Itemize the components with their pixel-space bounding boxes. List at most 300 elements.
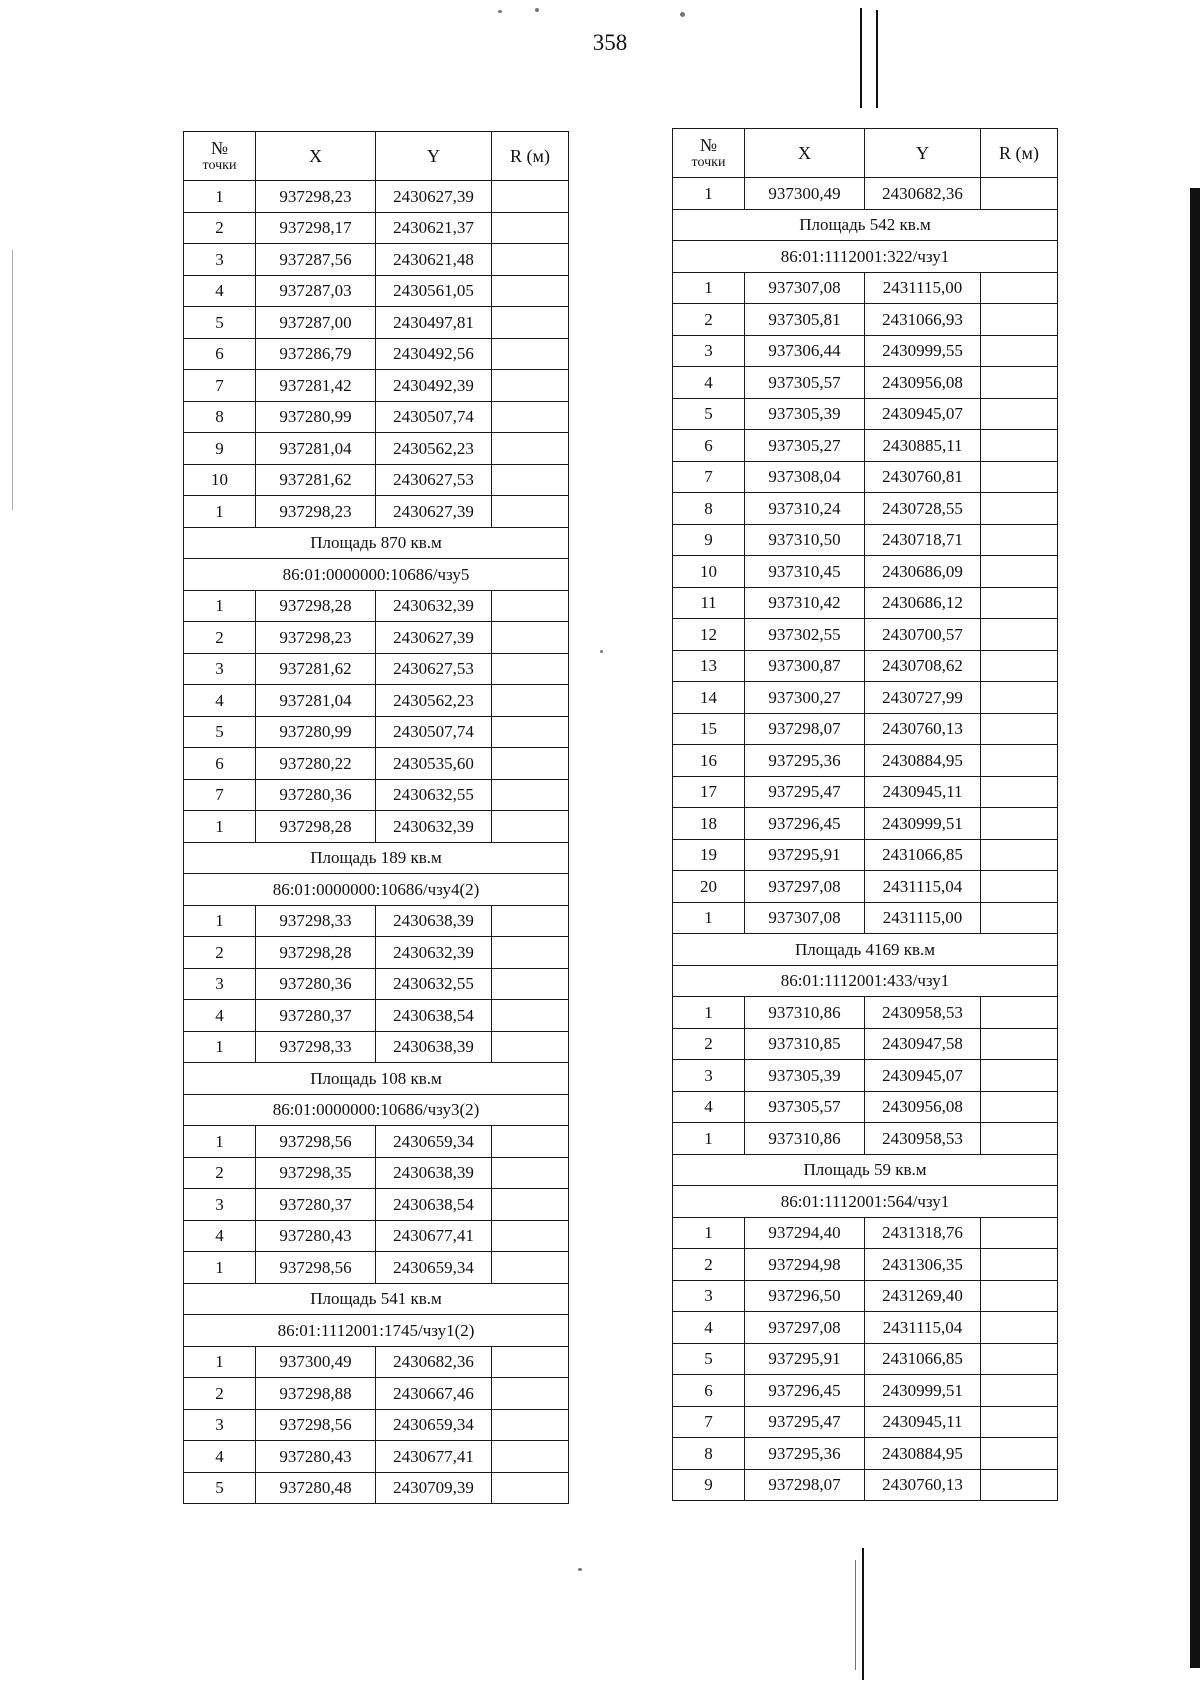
table-row: [184, 748, 569, 780]
x-coordinate-cell: 937310,24: [745, 493, 865, 525]
y-coordinate-cell: 2430677,41: [376, 1220, 492, 1252]
x-coordinate-cell: 937281,04: [256, 433, 376, 465]
radius-cell: [981, 335, 1058, 367]
section-caption: Площадь 541 кв.м: [184, 1283, 569, 1315]
point-number-cell: 1: [673, 1217, 745, 1249]
y-coordinate-cell: 2430492,56: [376, 338, 492, 370]
table-row: [184, 464, 569, 496]
scan-artifact-line: [862, 1548, 864, 1680]
table-row: [673, 1249, 1058, 1281]
table-row: [673, 398, 1058, 430]
radius-cell: [981, 178, 1058, 210]
x-coordinate-cell: 937287,00: [256, 307, 376, 339]
y-coordinate-cell: 2430627,39: [376, 181, 492, 213]
x-coordinate-cell: 937298,56: [256, 1252, 376, 1284]
radius-cell: [981, 1438, 1058, 1470]
point-number-cell: 4: [184, 1220, 256, 1252]
y-coordinate-cell: 2431269,40: [865, 1280, 981, 1312]
y-coordinate-cell: 2431115,04: [865, 871, 981, 903]
coordinates-table-right: [672, 128, 1058, 1501]
radius-cell: [492, 401, 569, 433]
point-number-cell: 1: [184, 496, 256, 528]
radius-cell: [492, 275, 569, 307]
radius-cell: [492, 937, 569, 969]
section-caption: Площадь 542 кв.м: [673, 209, 1058, 241]
y-coordinate-cell: 2431066,85: [865, 1343, 981, 1375]
table-row: [184, 496, 569, 528]
x-coordinate-cell: 937295,91: [745, 839, 865, 871]
radius-cell: [492, 1346, 569, 1378]
x-coordinate-cell: 937294,40: [745, 1217, 865, 1249]
point-number-cell: 1: [673, 997, 745, 1029]
table-row: [673, 619, 1058, 651]
x-coordinate-cell: 937305,57: [745, 367, 865, 399]
radius-cell: [981, 682, 1058, 714]
point-number-cell: 4: [673, 367, 745, 399]
point-number-cell: 8: [673, 1438, 745, 1470]
header-num-label: точки: [691, 155, 726, 170]
y-coordinate-cell: 2430718,71: [865, 524, 981, 556]
x-coordinate-cell: 937305,39: [745, 398, 865, 430]
x-coordinate-cell: 937305,81: [745, 304, 865, 336]
point-number-cell: 19: [673, 839, 745, 871]
y-coordinate-cell: 2431318,76: [865, 1217, 981, 1249]
y-coordinate-cell: 2430700,57: [865, 619, 981, 651]
scan-artifact-speck: [498, 10, 502, 13]
y-coordinate-cell: 2430632,39: [376, 590, 492, 622]
table-row: [184, 1378, 569, 1410]
y-coordinate-cell: 2430760,13: [865, 713, 981, 745]
x-coordinate-cell: 937300,87: [745, 650, 865, 682]
section-caption: 86:01:1112001:433/чзу1: [673, 965, 1058, 997]
y-coordinate-cell: 2430659,34: [376, 1252, 492, 1284]
radius-cell: [492, 1031, 569, 1063]
point-number-cell: 20: [673, 871, 745, 903]
table-section-row: [184, 842, 569, 874]
radius-cell: [981, 556, 1058, 588]
section-caption: Площадь 189 кв.м: [184, 842, 569, 874]
point-number-cell: 2: [673, 1028, 745, 1060]
point-number-cell: 9: [673, 524, 745, 556]
radius-cell: [981, 430, 1058, 462]
table-row: [184, 937, 569, 969]
table-section-row: [184, 527, 569, 559]
point-number-cell: 17: [673, 776, 745, 808]
y-coordinate-cell: 2431115,00: [865, 902, 981, 934]
point-number-cell: 5: [184, 307, 256, 339]
point-number-cell: 1: [184, 1252, 256, 1284]
y-coordinate-cell: 2430682,36: [865, 178, 981, 210]
y-coordinate-cell: 2431066,93: [865, 304, 981, 336]
y-coordinate-cell: 2430884,95: [865, 745, 981, 777]
y-coordinate-cell: 2430677,41: [376, 1441, 492, 1473]
y-coordinate-cell: 2430638,54: [376, 1000, 492, 1032]
section-caption: Площадь 108 кв.м: [184, 1063, 569, 1095]
radius-cell: [981, 1312, 1058, 1344]
point-number-cell: 4: [673, 1091, 745, 1123]
y-coordinate-cell: 2430945,07: [865, 398, 981, 430]
x-coordinate-cell: 937280,99: [256, 716, 376, 748]
table-row: [673, 1123, 1058, 1155]
radius-cell: [492, 748, 569, 780]
x-coordinate-cell: 937298,33: [256, 1031, 376, 1063]
y-coordinate-cell: 2430885,11: [865, 430, 981, 462]
section-caption: 86:01:1112001:322/чзу1: [673, 241, 1058, 273]
page-number: 358: [592, 30, 628, 55]
header-point-number: [184, 132, 256, 181]
table-row: [184, 401, 569, 433]
table-row: [673, 713, 1058, 745]
y-coordinate-cell: 2430728,55: [865, 493, 981, 525]
radius-cell: [981, 272, 1058, 304]
point-number-cell: 14: [673, 682, 745, 714]
table-section-row: [184, 559, 569, 591]
x-coordinate-cell: 937306,44: [745, 335, 865, 367]
scan-artifact-speck: [600, 650, 603, 653]
point-number-cell: 9: [673, 1469, 745, 1501]
radius-cell: [492, 1252, 569, 1284]
point-number-cell: 1: [184, 905, 256, 937]
y-coordinate-cell: 2430507,74: [376, 716, 492, 748]
x-coordinate-cell: 937298,88: [256, 1378, 376, 1410]
x-coordinate-cell: 937310,86: [745, 1123, 865, 1155]
x-coordinate-cell: 937298,35: [256, 1157, 376, 1189]
radius-cell: [492, 811, 569, 843]
table-row: [184, 433, 569, 465]
y-coordinate-cell: 2430627,39: [376, 496, 492, 528]
x-coordinate-cell: 937296,45: [745, 808, 865, 840]
y-coordinate-cell: 2430621,37: [376, 212, 492, 244]
header-y: Y: [376, 132, 492, 181]
point-number-cell: 1: [673, 178, 745, 210]
y-coordinate-cell: 2430682,36: [376, 1346, 492, 1378]
table-row: [184, 622, 569, 654]
table-section-row: [184, 1315, 569, 1347]
point-number-cell: 3: [184, 1189, 256, 1221]
y-coordinate-cell: 2430632,55: [376, 968, 492, 1000]
scan-artifact-line: [860, 8, 862, 108]
y-coordinate-cell: 2430621,48: [376, 244, 492, 276]
point-number-cell: 6: [184, 338, 256, 370]
x-coordinate-cell: 937298,56: [256, 1126, 376, 1158]
radius-cell: [492, 370, 569, 402]
table-row: [184, 1409, 569, 1441]
x-coordinate-cell: 937298,33: [256, 905, 376, 937]
radius-cell: [492, 1157, 569, 1189]
section-caption: 86:01:1112001:1745/чзу1(2): [184, 1315, 569, 1347]
table-row: [184, 811, 569, 843]
point-number-cell: 3: [673, 1060, 745, 1092]
radius-cell: [492, 433, 569, 465]
radius-cell: [492, 181, 569, 213]
x-coordinate-cell: 937295,47: [745, 776, 865, 808]
x-coordinate-cell: 937305,57: [745, 1091, 865, 1123]
table-row: [673, 1091, 1058, 1123]
radius-cell: [981, 997, 1058, 1029]
table-row: [673, 808, 1058, 840]
y-coordinate-cell: 2430760,13: [865, 1469, 981, 1501]
table-section-row: [184, 1063, 569, 1095]
y-coordinate-cell: 2431306,35: [865, 1249, 981, 1281]
table-row: [184, 590, 569, 622]
table-row: [673, 335, 1058, 367]
point-number-cell: 5: [184, 716, 256, 748]
point-number-cell: 7: [184, 779, 256, 811]
scan-artifact-line: [12, 250, 13, 510]
radius-cell: [492, 1126, 569, 1158]
y-coordinate-cell: 2430638,39: [376, 1157, 492, 1189]
x-coordinate-cell: 937310,85: [745, 1028, 865, 1060]
y-coordinate-cell: 2430497,81: [376, 307, 492, 339]
header-num-symbol: №: [210, 138, 229, 158]
table-row: [673, 1312, 1058, 1344]
y-coordinate-cell: 2430945,07: [865, 1060, 981, 1092]
scan-artifact-speck: [535, 8, 539, 12]
scan-artifact-speck: [680, 12, 685, 17]
radius-cell: [492, 905, 569, 937]
table-row: [184, 968, 569, 1000]
x-coordinate-cell: 937298,17: [256, 212, 376, 244]
radius-cell: [492, 622, 569, 654]
x-coordinate-cell: 937280,36: [256, 968, 376, 1000]
y-coordinate-cell: 2430632,39: [376, 937, 492, 969]
x-coordinate-cell: 937295,47: [745, 1406, 865, 1438]
point-number-cell: 4: [673, 1312, 745, 1344]
table-row: [673, 650, 1058, 682]
point-number-cell: 1: [673, 272, 745, 304]
x-coordinate-cell: 937300,27: [745, 682, 865, 714]
x-coordinate-cell: 937280,22: [256, 748, 376, 780]
x-coordinate-cell: 937308,04: [745, 461, 865, 493]
x-coordinate-cell: 937280,36: [256, 779, 376, 811]
table-row: [673, 1375, 1058, 1407]
section-caption: Площадь 59 кв.м: [673, 1154, 1058, 1186]
x-coordinate-cell: 937286,79: [256, 338, 376, 370]
point-number-cell: 3: [184, 653, 256, 685]
y-coordinate-cell: 2430760,81: [865, 461, 981, 493]
radius-cell: [492, 590, 569, 622]
table-row: [673, 871, 1058, 903]
section-caption: 86:01:0000000:10686/чзу3(2): [184, 1094, 569, 1126]
point-number-cell: 8: [673, 493, 745, 525]
radius-cell: [492, 1441, 569, 1473]
radius-cell: [492, 307, 569, 339]
y-coordinate-cell: 2431066,85: [865, 839, 981, 871]
coordinates-table-left: [183, 131, 569, 1504]
table-row: [184, 716, 569, 748]
section-caption: Площадь 4169 кв.м: [673, 934, 1058, 966]
section-caption: Площадь 870 кв.м: [184, 527, 569, 559]
radius-cell: [492, 779, 569, 811]
y-coordinate-cell: 2430667,46: [376, 1378, 492, 1410]
y-coordinate-cell: 2430958,53: [865, 997, 981, 1029]
table-row: [184, 370, 569, 402]
table-row: [673, 1469, 1058, 1501]
table-row: [184, 685, 569, 717]
table-row: [673, 997, 1058, 1029]
header-num-label: точки: [202, 158, 237, 173]
table-row: [184, 244, 569, 276]
table-row: [184, 1000, 569, 1032]
x-coordinate-cell: 937300,49: [745, 178, 865, 210]
y-coordinate-cell: 2430945,11: [865, 776, 981, 808]
y-coordinate-cell: 2430627,53: [376, 653, 492, 685]
point-number-cell: 6: [184, 748, 256, 780]
point-number-cell: 10: [673, 556, 745, 588]
x-coordinate-cell: 937281,62: [256, 653, 376, 685]
x-coordinate-cell: 937287,03: [256, 275, 376, 307]
table-row: [673, 1280, 1058, 1312]
table-section-row: [673, 241, 1058, 273]
table-row: [673, 461, 1058, 493]
point-number-cell: 5: [184, 1472, 256, 1504]
y-coordinate-cell: 2430638,39: [376, 1031, 492, 1063]
point-number-cell: 11: [673, 587, 745, 619]
x-coordinate-cell: 937297,08: [745, 871, 865, 903]
radius-cell: [492, 1409, 569, 1441]
y-coordinate-cell: 2430638,54: [376, 1189, 492, 1221]
radius-cell: [981, 1060, 1058, 1092]
header-num-symbol: №: [699, 135, 718, 155]
y-coordinate-cell: 2430884,95: [865, 1438, 981, 1470]
table-header-row: [184, 132, 569, 181]
table-row: [673, 682, 1058, 714]
header-r: R (м): [981, 129, 1058, 178]
y-coordinate-cell: 2430708,62: [865, 650, 981, 682]
x-coordinate-cell: 937295,91: [745, 1343, 865, 1375]
table-row: [673, 902, 1058, 934]
radius-cell: [981, 1343, 1058, 1375]
x-coordinate-cell: 937302,55: [745, 619, 865, 651]
table-row: [184, 1126, 569, 1158]
y-coordinate-cell: 2430561,05: [376, 275, 492, 307]
point-number-cell: 7: [673, 1406, 745, 1438]
table-header-row: [673, 129, 1058, 178]
x-coordinate-cell: 937280,48: [256, 1472, 376, 1504]
y-coordinate-cell: 2430535,60: [376, 748, 492, 780]
table-row: [673, 1438, 1058, 1470]
table-row: [184, 1252, 569, 1284]
table-section-row: [673, 934, 1058, 966]
table-row: [184, 181, 569, 213]
table-row: [673, 1060, 1058, 1092]
point-number-cell: 2: [673, 304, 745, 336]
header-x: X: [256, 132, 376, 181]
x-coordinate-cell: 937307,08: [745, 902, 865, 934]
x-coordinate-cell: 937295,36: [745, 745, 865, 777]
x-coordinate-cell: 937294,98: [745, 1249, 865, 1281]
radius-cell: [981, 619, 1058, 651]
radius-cell: [492, 464, 569, 496]
radius-cell: [492, 212, 569, 244]
point-number-cell: 1: [184, 181, 256, 213]
y-coordinate-cell: 2430999,51: [865, 1375, 981, 1407]
table-row: [673, 1406, 1058, 1438]
table-row: [184, 1441, 569, 1473]
table-row: [184, 1346, 569, 1378]
point-number-cell: 3: [184, 1409, 256, 1441]
point-number-cell: 2: [184, 622, 256, 654]
x-coordinate-cell: 937298,07: [745, 1469, 865, 1501]
y-coordinate-cell: 2430999,51: [865, 808, 981, 840]
point-number-cell: 5: [673, 1343, 745, 1375]
y-coordinate-cell: 2431115,00: [865, 272, 981, 304]
radius-cell: [981, 902, 1058, 934]
y-coordinate-cell: 2430562,23: [376, 685, 492, 717]
table-row: [673, 1028, 1058, 1060]
point-number-cell: 4: [184, 275, 256, 307]
table-row: [673, 178, 1058, 210]
scan-artifact-line: [855, 1560, 856, 1670]
radius-cell: [981, 493, 1058, 525]
scan-artifact-line: [876, 10, 878, 108]
x-coordinate-cell: 937281,04: [256, 685, 376, 717]
table-row: [184, 212, 569, 244]
table-row: [673, 304, 1058, 336]
x-coordinate-cell: 937298,07: [745, 713, 865, 745]
y-coordinate-cell: 2430492,39: [376, 370, 492, 402]
x-coordinate-cell: 937310,45: [745, 556, 865, 588]
x-coordinate-cell: 937280,37: [256, 1000, 376, 1032]
radius-cell: [492, 968, 569, 1000]
y-coordinate-cell: 2430958,53: [865, 1123, 981, 1155]
x-coordinate-cell: 937287,56: [256, 244, 376, 276]
table-row: [184, 1031, 569, 1063]
section-caption: 86:01:0000000:10686/чзу4(2): [184, 874, 569, 906]
table-row: [673, 1343, 1058, 1375]
point-number-cell: 2: [184, 937, 256, 969]
x-coordinate-cell: 937280,99: [256, 401, 376, 433]
table-row: [184, 307, 569, 339]
radius-cell: [492, 1472, 569, 1504]
point-number-cell: 9: [184, 433, 256, 465]
radius-cell: [981, 713, 1058, 745]
x-coordinate-cell: 937305,27: [745, 430, 865, 462]
radius-cell: [981, 1249, 1058, 1281]
y-coordinate-cell: 2430659,34: [376, 1126, 492, 1158]
table-row: [673, 430, 1058, 462]
y-coordinate-cell: 2430627,39: [376, 622, 492, 654]
radius-cell: [981, 1091, 1058, 1123]
y-coordinate-cell: 2430956,08: [865, 1091, 981, 1123]
x-coordinate-cell: 937280,43: [256, 1220, 376, 1252]
x-coordinate-cell: 937298,23: [256, 496, 376, 528]
table-row: [673, 272, 1058, 304]
table-section-row: [673, 1154, 1058, 1186]
point-number-cell: 1: [184, 1346, 256, 1378]
table-row: [184, 653, 569, 685]
radius-cell: [981, 1280, 1058, 1312]
x-coordinate-cell: 937298,23: [256, 622, 376, 654]
point-number-cell: 5: [673, 398, 745, 430]
x-coordinate-cell: 937297,08: [745, 1312, 865, 1344]
point-number-cell: 6: [673, 1375, 745, 1407]
y-coordinate-cell: 2430632,55: [376, 779, 492, 811]
point-number-cell: 6: [673, 430, 745, 462]
x-coordinate-cell: 937310,50: [745, 524, 865, 556]
y-coordinate-cell: 2430947,58: [865, 1028, 981, 1060]
x-coordinate-cell: 937296,50: [745, 1280, 865, 1312]
point-number-cell: 4: [184, 1441, 256, 1473]
point-number-cell: 18: [673, 808, 745, 840]
point-number-cell: 2: [184, 212, 256, 244]
y-coordinate-cell: 2430956,08: [865, 367, 981, 399]
radius-cell: [981, 1469, 1058, 1501]
radius-cell: [981, 1123, 1058, 1155]
table-section-row: [184, 1094, 569, 1126]
point-number-cell: 16: [673, 745, 745, 777]
radius-cell: [981, 367, 1058, 399]
